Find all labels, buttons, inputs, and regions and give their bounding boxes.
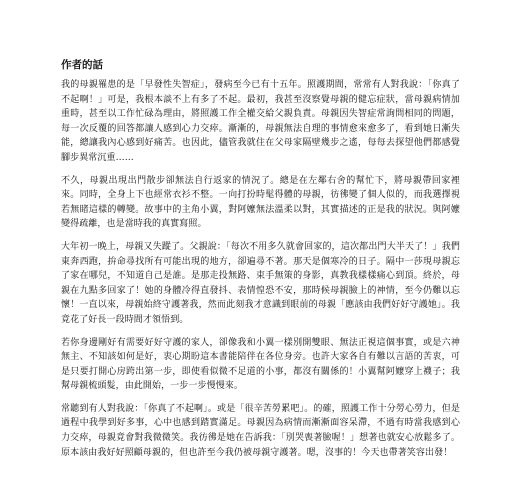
paragraph-3: 大年初一晚上，母親又失蹤了。父親說：「每次不用多久就會回家的，這次都出門大半天了！」我們東奔西跑，拚命尋找所有可能出現的地方，卻遍尋不著。那天是個寒冷的日子。隔中一莎現母親忘了家在哪兒，不知道自己是誰。是那走投無路、束手無策的身影，真教我樣樣痛心到頂。終於，母親在九點多回家了！她的身體冷得直發抖、表情惶恐不安，那時候母親臉上的神情，至今仍難以忘懷！一直以來，母親始終守護著我，然而此刻我才意識到眼前的母親「應該由我們好好守護她」。我竟花了好長一段時間才領悟到。 <box>61 241 460 325</box>
paragraph-1: 我的母親罹患的是「早發性失智症」，發病至今已有十五年。照護期間，常常有人對我說：「你真了不起啊！」可是，我根本談不上有多了不起。最初，我甚至沒察覺母親的健忘症狀，當母親病情加重時，甚至以工作忙碌為理由，將照護工作全權交給父親負責。母親因失智症常詢問相同的問題，每一次反覆的回答都讓人感到心力交瘁。漸漸的，母親無法自理的事情愈來愈多了，看到她日漸失能，總讓我內心感到好痛苦。也因此，儘管我就住在父母家隔壁幾步之遙，每每去探望他們都感覺腳步異常沉重…… <box>61 80 460 163</box>
paragraph-4: 若你身邊剛好有需要好好守護的家人，卻像我和小翼一樣別開雙眼、無法正視這個事實，或是六神無主、不知該如何是好，衷心期盼這本書能陪伴在各位身旁。也許大家各自有難以言語的苦衷，可是只要打開心房跨出第一步，即使看似微不足道的小事，都沒有關係的！小翼幫阿嬤穿上襪子；我幫母親梳頭髮，由此開始，一步一步慢慢來。 <box>61 337 460 392</box>
paragraph-2: 不久，母親出現出門散步卻無法自行返家的情況了。總是在左鄰右舍的幫忙下，將母親帶回家裡來。同時，全身上下也經常衣衫不整。一向打扮時髦得體的母親，彷彿變了個人似的，而我選擇視若無睹這樣的轉變。故事中的主角小翼，對阿嬤無法溫柔以對，其實描述的正是我的狀況。與阿嬤變得疏離，也是當時我的真實寫照。 <box>61 175 460 230</box>
page-title: 作者的話 <box>61 59 103 71</box>
paragraph-5: 常聽到有人對我說：「你真了不起啊」。或是「很辛苦勞累吧」。的確，照護工作十分勞心勞力，但是過程中我學到好多事，心中也感到踏實滿足。母親因為病情而漸漸面容呆滯，不過有時當我感到心力交瘁，母親竟會對我微微笑。我彷彿是她在告訴我：「別哭喪著臉喔！」想著也就安心放鬆多了。原本該由我好好照顧母親的，但也許至今我仍被母親守護著。嗯，沒事的！今天也帶著笑容出發！ <box>61 403 460 458</box>
author-note-page <box>61 58 460 468</box>
